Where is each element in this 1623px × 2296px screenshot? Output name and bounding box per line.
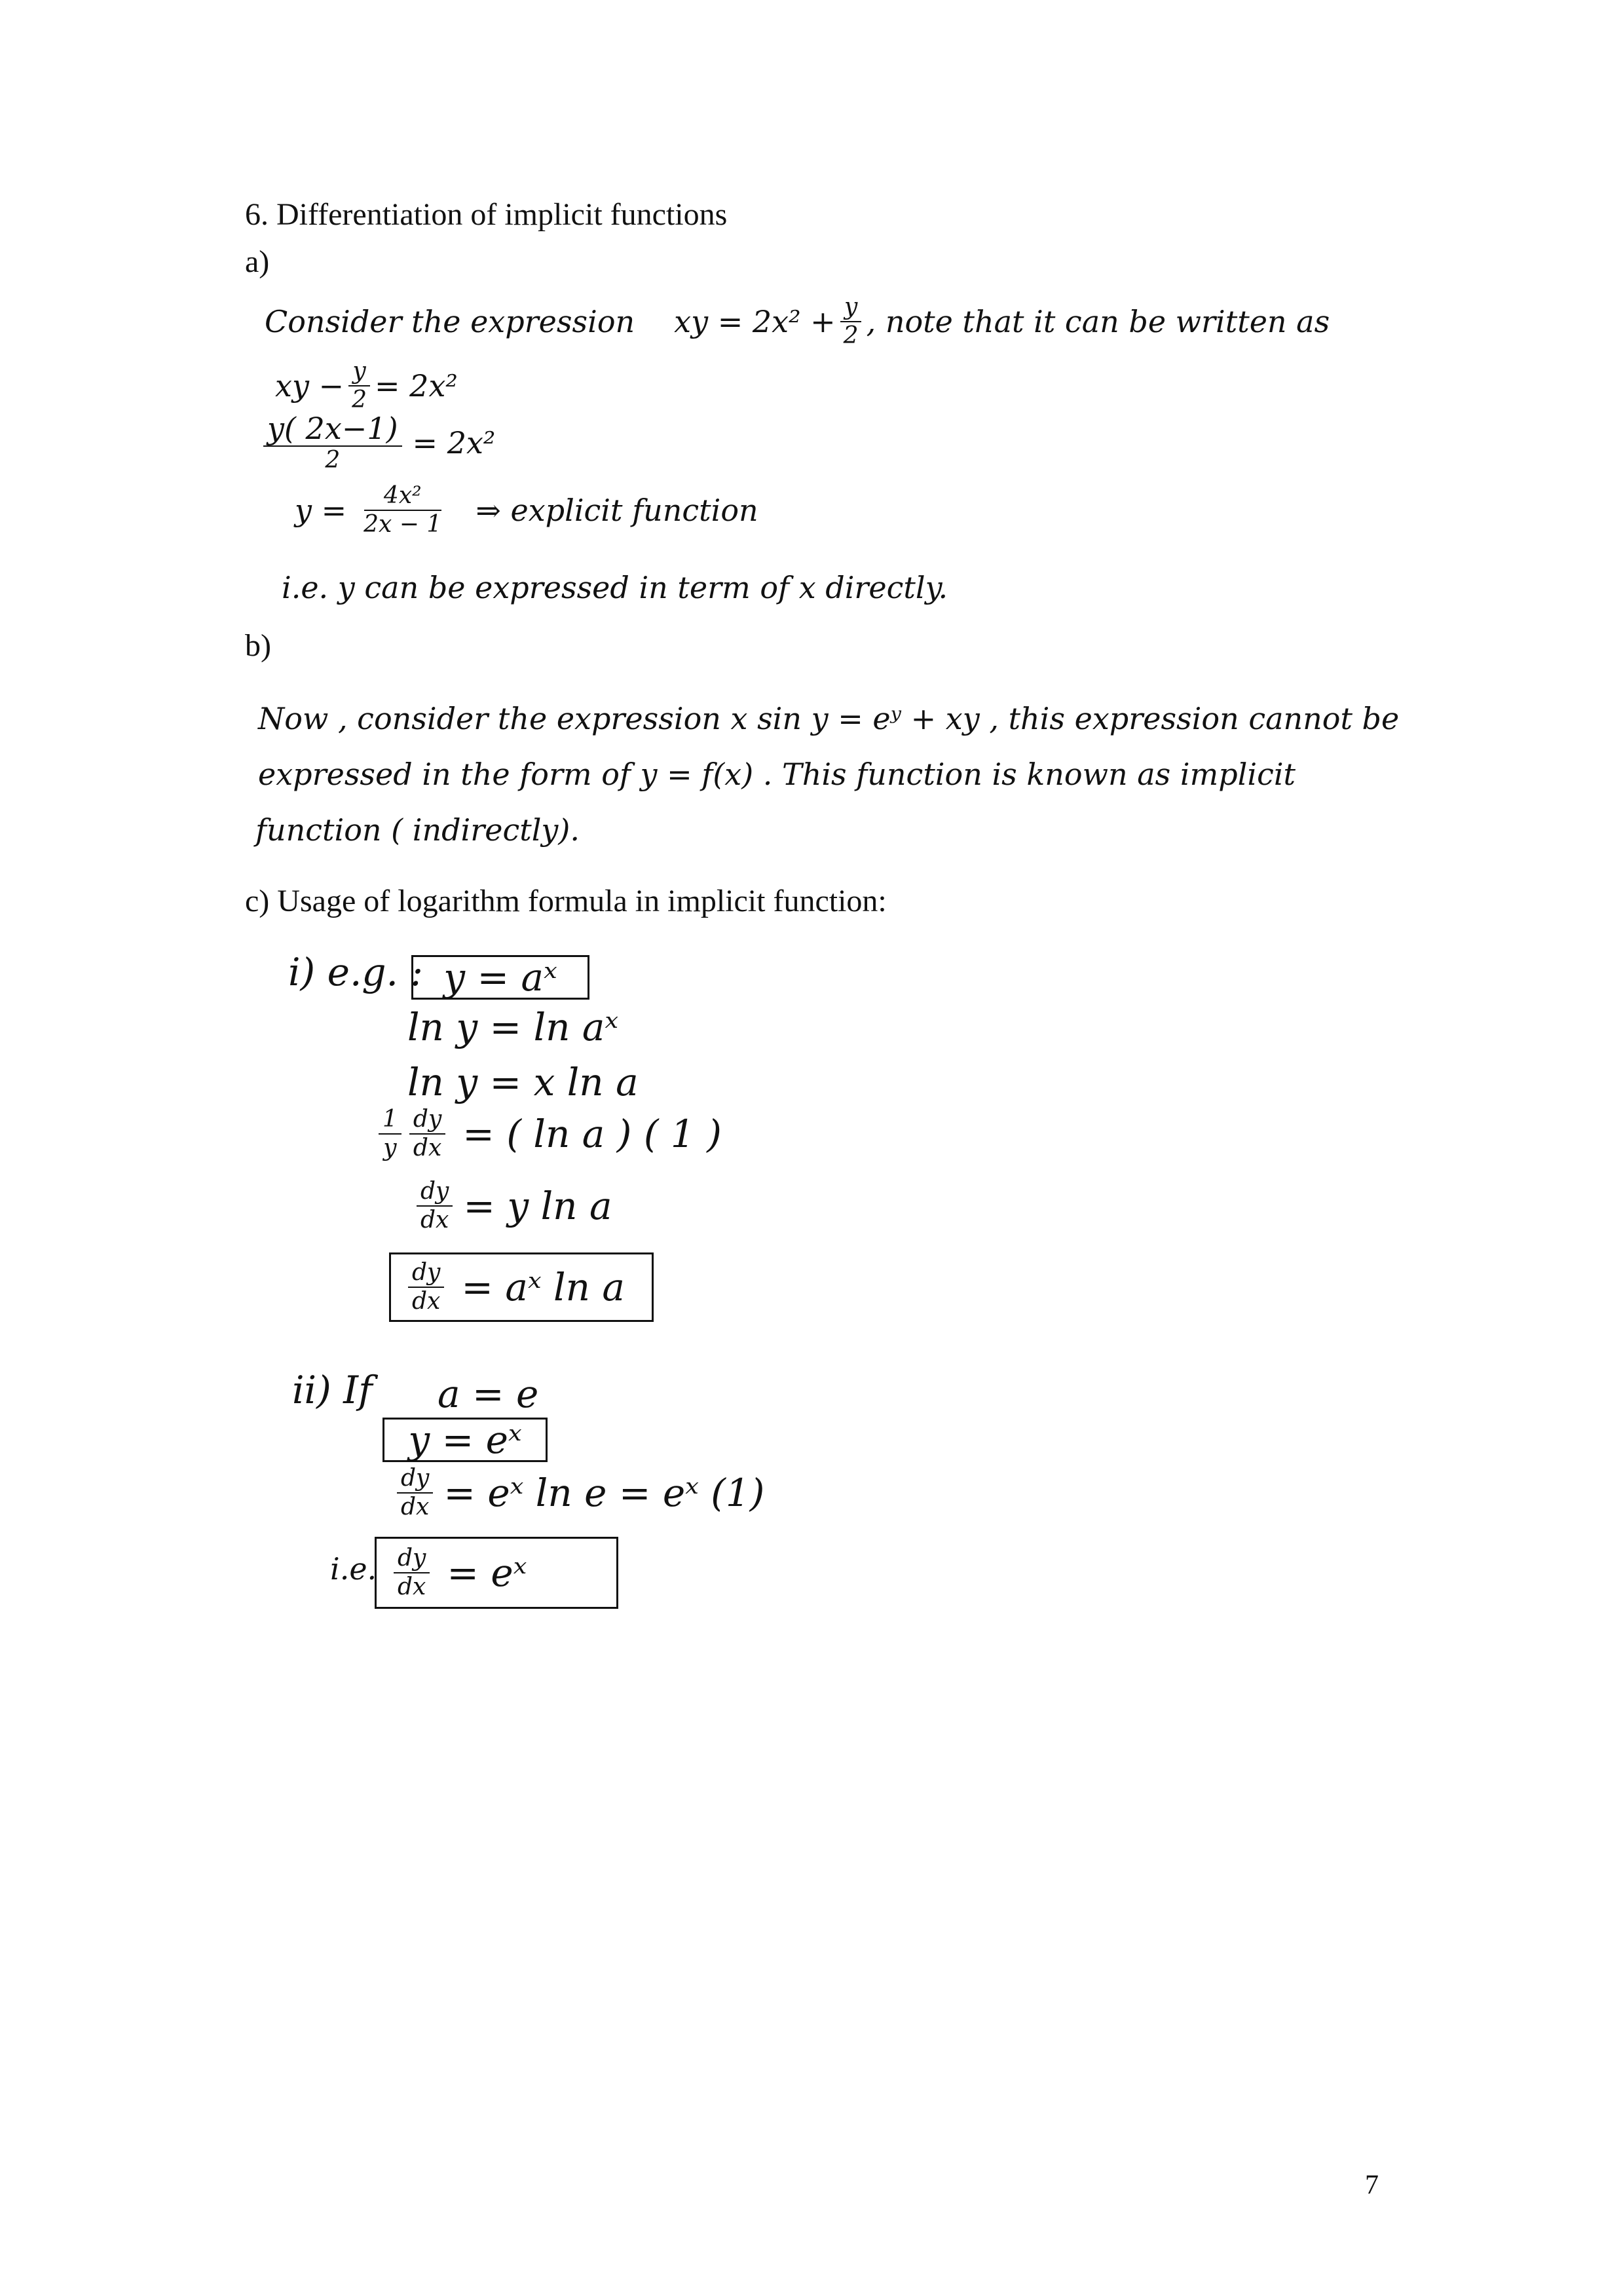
formula-box-y-equals-e-pow-x: y = eˣ [382,1418,548,1462]
explicit-function-note: ⇒ explicit function [476,492,758,528]
part-a-step-2: $\frac{y( 2x-1)}{2}$ = 2x² [259,413,495,473]
formula-box-y-equals-a-pow-x: y = aˣ [411,955,589,1000]
part-a-intro: Consider the expression [265,303,635,339]
log-step-2: ln y = x ln a [407,1060,639,1104]
result-box-derivative-a-pow-x: $\frac{dy}{dx}$ = aˣ ln a [389,1252,654,1322]
part-b-line-1: Now , consider the expression x sin y = eʸ + xy , this expression cannot be [258,701,1400,736]
part-a-expression: xy = 2x² + [674,303,836,339]
part-a-fraction-2: $\frac{y}{2}$ [348,359,371,413]
case-ii-condition: a = e [438,1372,539,1416]
ie-label: i.e. [330,1551,377,1587]
log-step-1: ln y = ln aˣ [407,1005,619,1049]
part-a-step-3: y = $\frac{\text{4x²}}{2x - 1}$ ⇒ explicit function [295,482,758,538]
part-b-label: b) [245,628,271,663]
part-a-label: a) [245,244,270,279]
section-title: 6. Differentiation of implicit functions [245,197,728,232]
part-a-intro-line [265,295,1330,348]
part-c-heading: c) Usage of logarithm formula in implicit function: [245,884,887,918]
example-label: i) e.g. : [288,950,423,994]
part-b-line-2: expressed in the form of y = f(x) . This function is known as implicit [258,757,1296,792]
part-a-fraction-4: $\frac{\text{4x²}}{2x - 1}$ [364,482,442,538]
part-a-fraction-3: $\frac{y( 2x-1)}{2}$ [263,413,402,473]
part-a-note: , note that it can be written as [866,303,1330,339]
log-step-4: $\frac{dy}{dx}$ = y ln a [413,1179,612,1233]
case-ii-label: ii) If [292,1368,373,1412]
log-step-3: $\frac{1}{y}$ $\frac{dy}{dx}$ = ( ln a ) ( 1 ) [375,1107,722,1161]
part-b-line-3: function ( indirectly). [255,812,580,848]
page-number: 7 [1365,2170,1379,2200]
result-box-derivative-e-pow-x: $\frac{dy}{dx}$ = eˣ [375,1537,618,1609]
part-a-conclusion: i.e. y can be expressed in term of x directly. [282,570,948,605]
part-a-fraction-1: $\frac{y}{2}$ [840,295,863,348]
part-a-step-1: xy − $\frac{y}{2}$ = 2x² [275,358,458,413]
log-step-5: $\frac{dy}{dx}$ = eˣ ln e = eˣ (1) [393,1466,764,1520]
